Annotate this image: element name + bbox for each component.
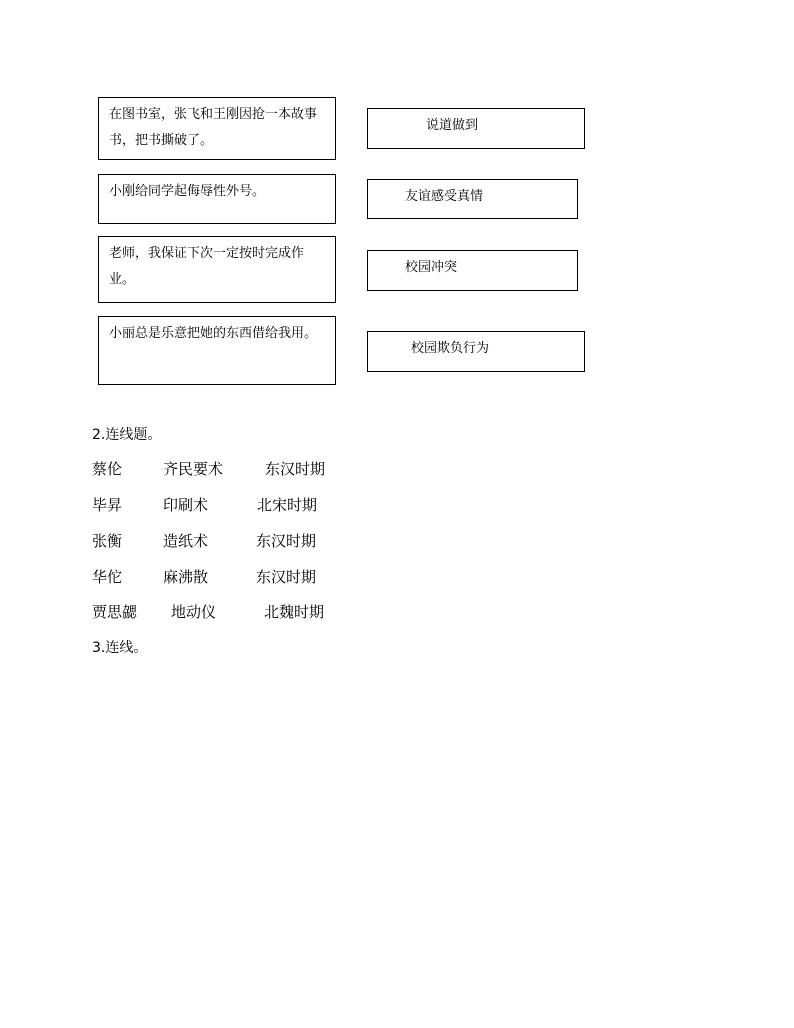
right-box-1: [367, 108, 585, 149]
left-box-2: [98, 174, 336, 224]
right-box-2: [367, 179, 578, 219]
match-period: 东汉时期: [256, 532, 317, 550]
left-box-1: [98, 97, 336, 160]
right-box-text: 说道做到: [426, 118, 479, 133]
match-work: 齐民要术: [163, 460, 224, 478]
match-work: 造纸术: [163, 532, 209, 550]
right-box-3: [367, 250, 578, 291]
match-person: 毕昇: [92, 496, 123, 514]
left-box-3: [98, 236, 336, 303]
right-box-text: 校园欺负行为: [411, 341, 490, 356]
match-period: 东汉时期: [256, 568, 317, 586]
left-box-4: [98, 316, 336, 385]
section-3-heading: 3.连线。: [92, 640, 148, 656]
match-person: 张衡: [92, 532, 123, 550]
match-period: 北宋时期: [257, 496, 318, 514]
match-person: 蔡伦: [92, 460, 123, 478]
match-work: 麻沸散: [163, 568, 209, 586]
match-person: 华佗: [92, 568, 123, 586]
right-box-text: 校园冲突: [405, 260, 458, 275]
left-box-text: 老师，我保证下次一定按时完成作业。: [109, 246, 305, 287]
left-box-text: 小刚给同学起侮辱性外号。: [109, 184, 266, 199]
left-box-text: 在图书室，张飞和王刚因抢一本故事书，把书撕破了。: [109, 107, 318, 148]
match-work: 地动仪: [171, 603, 217, 621]
left-box-text: 小丽总是乐意把她的东西借给我用。: [109, 326, 318, 341]
match-period: 东汉时期: [265, 460, 326, 478]
right-box-4: [367, 331, 585, 372]
right-box-text: 友谊感受真情: [405, 189, 484, 204]
section-2-heading: 2.连线题。: [92, 427, 162, 443]
match-person: 贾思勰: [92, 603, 138, 621]
match-period: 北魏时期: [264, 603, 325, 621]
match-work: 印刷术: [163, 496, 209, 514]
